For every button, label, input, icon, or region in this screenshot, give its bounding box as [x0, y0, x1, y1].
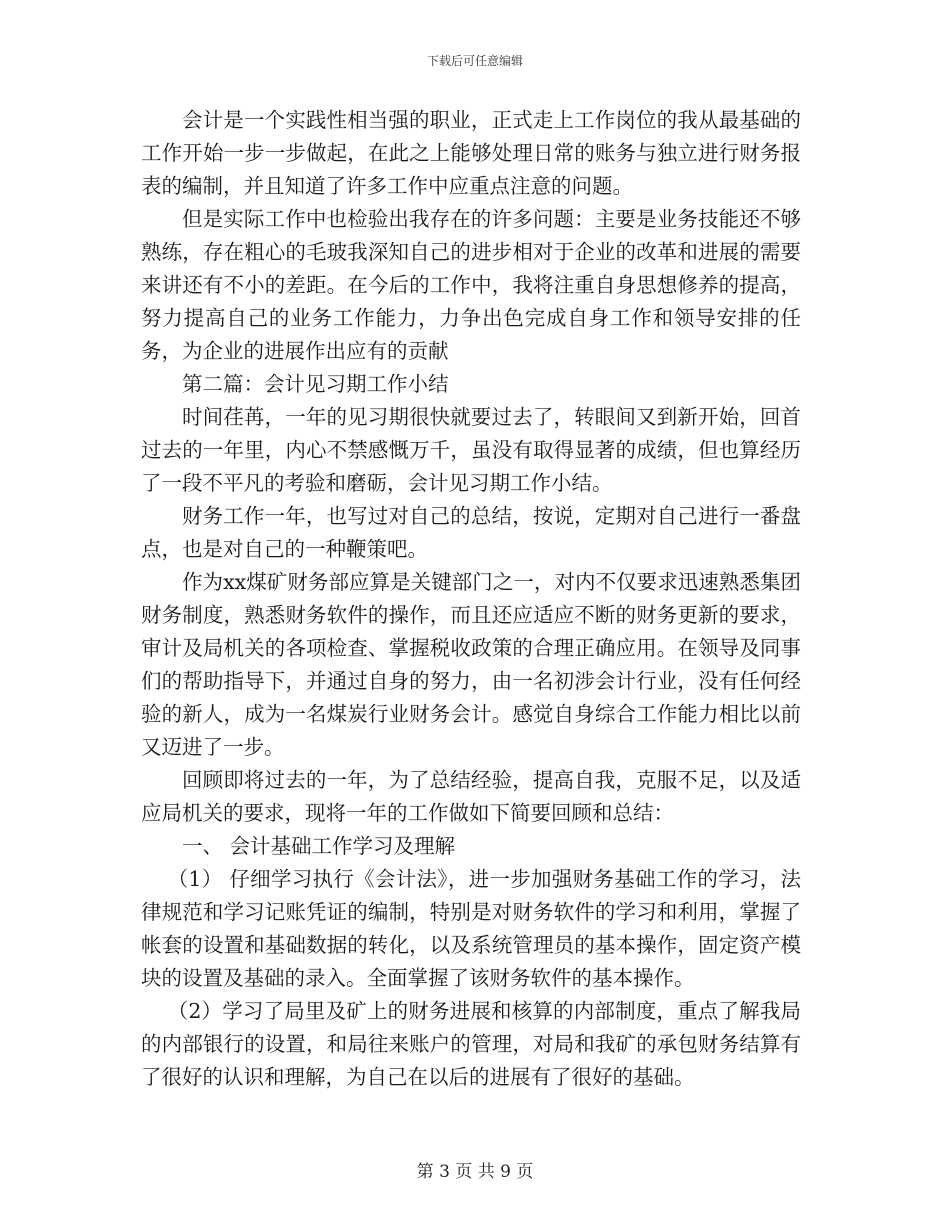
paragraph: 时间荏苒，一年的见习期很快就要过去了，转眼间又到新开始，回首过去的一年里，内心不禁感慨万千，虽没有取得显著的成绩，但也算经历了一段不平凡的考验和磨砺，会计见习期工作小结。: [141, 405, 801, 495]
paragraph: 作为xx煤矿财务部应算是关键部门之一，对内不仅要求迅速熟悉集团财务制度，熟悉财务软件的操作，而且还应适应不断的财务更新的要求，审计及局机关的各项检查、掌握税收政策的合理正确应用。在领导及同事们的帮助指导下，并通过自身的努力，由一名初涉会计行业，没有任何经验的新人，成为一名煤炭行业财务会计。感觉自身综合工作能力相比以前又迈进了一步。: [141, 570, 801, 759]
list-item: （2）学习了局里及矿上的财务进展和核算的内部制度，重点了解我局的内部银行的设置，和局往来账户的管理，对局和我矿的承包财务结算有了很好的认识和理解，为自己在以后的进展有了很好的基础。: [141, 999, 801, 1089]
section-heading: 第二篇：会计见习期工作小结: [182, 372, 449, 396]
paragraph: 会计是一个实践性相当强的职业，正式走上工作岗位的我从最基础的工作开始一步一步做起，在此之上能够处理日常的账务与独立进行财务报表的编制，并且知道了许多工作中应重点注意的问题。: [141, 108, 801, 198]
subsection-heading: 一、 会计基础工作学习及理解: [182, 834, 456, 858]
page-header: 下载后可任意编辑: [426, 54, 523, 68]
paragraph: 财务工作一年，也写过对自己的总结，按说，定期对自己进行一番盘点，也是对自己的一种鞭策吧。: [141, 504, 801, 561]
paragraph: 回顾即将过去的一年，为了总结经验，提高自我，克服不足，以及适应局机关的要求，现将一年的工作做如下简要回顾和总结：: [141, 768, 801, 825]
paragraph: 但是实际工作中也检验出我存在的许多问题：主要是业务技能还不够熟练，存在粗心的毛玻我深知自己的进步相对于企业的改革和进展的需要来讲还有不小的差距。在今后的工作中，我将注重自身思想修养的提高，努力提高自己的业务工作能力，力争出色完成自身工作和领导安排的任务，为企业的进展作出应有的贡献: [141, 207, 801, 363]
list-item: （1） 仔细学习执行《会计法》，进一步加强财务基础工作的学习，法律规范和学习记账凭证的编制，特别是对财务软件的学习和利用，掌握了帐套的设置和基础数据的转化，以及系统管理员的基本操作，固定资产模块的设置及基础的录入。全面掌握了该财务软件的基本操作。: [141, 867, 801, 990]
page-number: 第 3 页 共 9 页: [416, 1162, 534, 1182]
document-body: [141, 104, 801, 1094]
